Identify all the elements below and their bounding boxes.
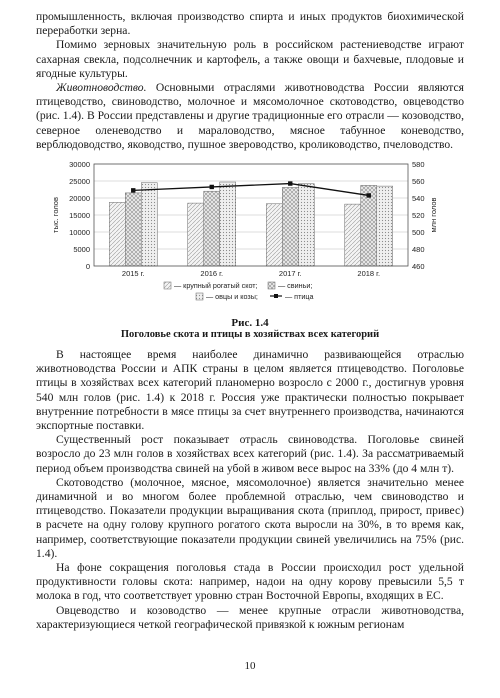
- paragraph-poultry: В настоящее время наиболее динамично развивающейся отраслью животноводства России и АПК страны в целом является птицеводство. Поголовье птицы в хозяйствах всех категорий планомерно возросло с 2000 г., достигнув уровня 540 млн голов (рис. 1.4) к 2018 г. Россия уже практически полностью покрывает внутренние потребности в мясе птицы за счет внутреннего производства, начинаются экспортные поставки.: [36, 348, 464, 433]
- ytick-right-label: 560: [412, 177, 425, 187]
- paragraph-pigs: Существенный рост показывает отрасль свиноводства. Поголовье свиней возросло до 23 млн голов в хозяйствах всех категорий (рис. 1.4). За рассматриваемый период объем производства свиней на убой в живом весе вырос на 33% (до 4 млн т).: [36, 433, 464, 475]
- legend-swatch: [196, 293, 203, 300]
- legend-label: — птица: [285, 292, 314, 302]
- ytick-left-label: 15000: [69, 211, 90, 221]
- bar-1-1: [109, 202, 125, 266]
- legend-swatch: [268, 282, 275, 289]
- ytick-left-label: 25000: [69, 177, 90, 187]
- ytick-left-label: 30000: [69, 160, 90, 170]
- ytick-left-label: 0: [85, 262, 90, 272]
- poultry-line-group: [131, 181, 371, 197]
- poultry-marker-3: [288, 181, 292, 185]
- paragraph-crops: Помимо зерновых значительную роль в российском растениеводстве играют сахарная свекла, подсолнечник и картофель, а также овощи и бахчевые, плодовые и ягодные культуры.: [36, 38, 464, 80]
- bar-3-4: [377, 186, 393, 266]
- x-tick-label: 2018 г.: [357, 269, 381, 279]
- bar-2-3: [282, 187, 298, 266]
- bar-2-1: [125, 193, 141, 266]
- paragraph-livestock: [36, 81, 464, 152]
- ytick-right-label: 520: [412, 211, 425, 221]
- ytick-right-label: 540: [412, 194, 425, 204]
- legend-swatch: [164, 282, 171, 289]
- paragraph-cattle: Скотоводство (молочное, мясное, мясомолочное) является значительно менее динамичной и во многом более проблемной отраслью, чем свиноводство и птицеводство. Показатели продукции выращивания скота (приплод, прирост, привес) в расчете на одну голову крупного рогатого скота выросли на 30%, в то время как, например, соответствующие показатели продукции свиней увеличились на 75% (рис. 1.4).: [36, 475, 464, 560]
- legend-label: — крупный рогатый скот;: [174, 281, 258, 291]
- livestock-lead: Животноводство.: [56, 81, 147, 95]
- paragraph-productivity: На фоне сокращения поголовья стада в России происходил рост удельной продуктивности головы скота: например, надои на одну корову превысили 5,5 т молока в год, что соответствует уровню стран Восточной Европы, входящих в ЕС.: [36, 561, 464, 603]
- ytick-right-label: 500: [412, 228, 425, 238]
- ytick-right-label: 580: [412, 160, 425, 170]
- y-axis-left-title: тыс. голов: [51, 197, 60, 233]
- paragraph-sheep: Овцеводство и козоводство — менее крупные отрасли животноводства, характеризующиеся четкой географической привязкой к южным регионам: [36, 603, 464, 631]
- poultry-marker-1: [131, 188, 135, 192]
- figure-1-4: [36, 156, 464, 311]
- figure-caption: Поголовье скота и птицы в хозяйствах всех категорий: [120, 329, 380, 341]
- ytick-right-label: 460: [412, 262, 425, 272]
- poultry-line: [133, 184, 369, 196]
- bar-1-2: [188, 203, 204, 266]
- ytick-left-label: 10000: [69, 228, 90, 238]
- livestock-chart: [36, 156, 464, 306]
- legend-label: — свиньи;: [278, 281, 313, 291]
- legend-marker-swatch: [274, 294, 278, 298]
- bar-3-1: [141, 183, 157, 266]
- legend-label: — овцы и козы;: [206, 292, 258, 302]
- ytick-left-label: 5000: [73, 245, 90, 255]
- chart-legend: [164, 281, 314, 301]
- x-tick-label: 2017 г.: [278, 269, 302, 279]
- bars-group: [109, 182, 393, 266]
- ytick-right-label: 480: [412, 245, 425, 255]
- y-axis-right-title: млн голов: [429, 197, 438, 233]
- bar-3-3: [298, 184, 314, 266]
- page-number: 10: [244, 660, 256, 672]
- bar-3-2: [220, 182, 236, 266]
- bar-1-4: [345, 204, 361, 266]
- poultry-marker-2: [210, 185, 214, 189]
- x-tick-label: 2016 г.: [200, 269, 224, 279]
- livestock-text: Основными отраслями животноводства России являются птицеводство, свиноводство, молочное и мясомолочное скотоводство, овцеводство (рис. 1.4). В России представлены и другие традиционные его отрасли — козоводство, северное оленеводство и мараловодство, мясное табунное коневодство, верблюдоводство, яководство, пушное звероводство, кролиководство, пчеловодство.: [36, 81, 464, 151]
- poultry-marker-4: [367, 193, 371, 197]
- figure-label: Рис. 1.4: [231, 317, 269, 330]
- ytick-left-label: 20000: [69, 194, 90, 204]
- bar-1-3: [266, 204, 282, 266]
- bar-2-2: [204, 191, 220, 266]
- x-tick-label: 2015 г.: [121, 269, 145, 279]
- paragraph-grain-end: промышленность, включая производство спирта и иных продуктов биохимической переработки зерна.: [36, 10, 464, 38]
